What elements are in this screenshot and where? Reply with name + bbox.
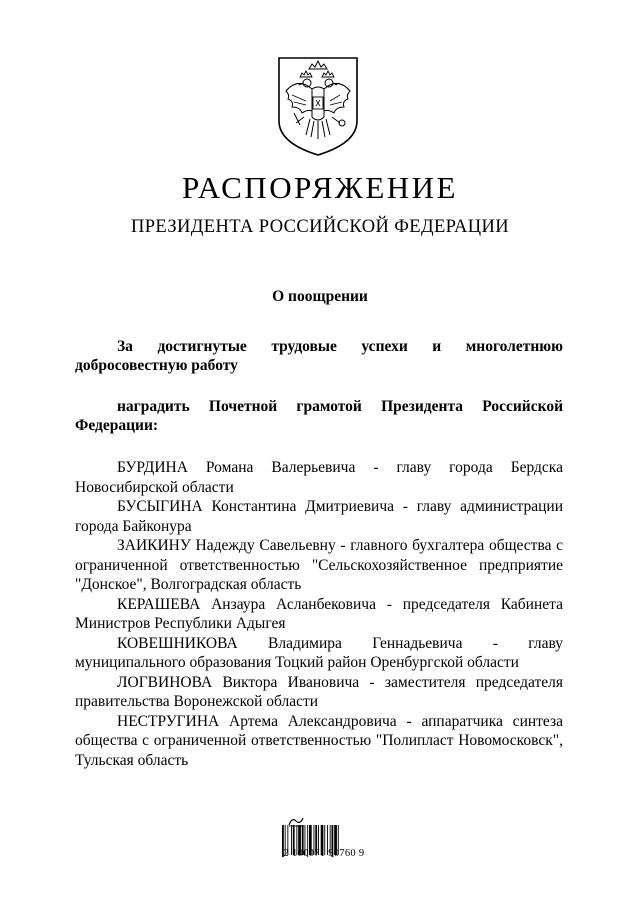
awardee-item: КОВЕШНИКОВА Владимира Геннадьевича - главу муниципального образования Тоцкий район Оренбургской области bbox=[75, 634, 563, 671]
awardee-item: НЕСТРУГИНА Артема Александровича - аппаратчика синтеза общества с ограниченной ответственностью "Полипласт Новомосковск", Тульская область bbox=[75, 712, 563, 769]
awardee-item: БУСЫГИНА Константина Дмитриевича - главу администрации города Байконура bbox=[75, 498, 563, 535]
awardee-item: ЛОГВИНОВА Виктора Ивановича - заместителя председателя правительства Воронежской области bbox=[75, 673, 563, 710]
preamble-paragraph: За достигнутые трудовые успехи и многолетнюю добросовестную работу bbox=[75, 338, 563, 374]
decision-paragraph: наградить Почетной грамотой Президента Российской Федерации: bbox=[75, 398, 563, 434]
document-title: РАСПОРЯЖЕНИЕ bbox=[182, 170, 458, 205]
document-subject: О поощрении bbox=[272, 288, 368, 305]
awardee-list bbox=[75, 458, 563, 770]
awardee-item: КЕРАШЕВА Анзаура Асланбековича - председателя Кабинета Министров Республики Адыгея bbox=[75, 595, 563, 632]
coat-of-arms-emblem bbox=[276, 55, 360, 157]
awardee-item: ЗАИКИНУ Надежду Савельевну - главного бухгалтера общества с ограниченной ответственностью "Сельскохозяйственное предприятие "Донское", Волгоградская область bbox=[75, 537, 563, 593]
barcode-number: 2 100071 90760 9 bbox=[283, 848, 365, 859]
document-subtitle: ПРЕЗИДЕНТА РОССИЙСКОЙ ФЕДЕРАЦИИ bbox=[130, 217, 510, 237]
awardee-item: БУРДИНА Романа Валерьевича - главу города Бердска Новосибирской области bbox=[75, 459, 563, 496]
